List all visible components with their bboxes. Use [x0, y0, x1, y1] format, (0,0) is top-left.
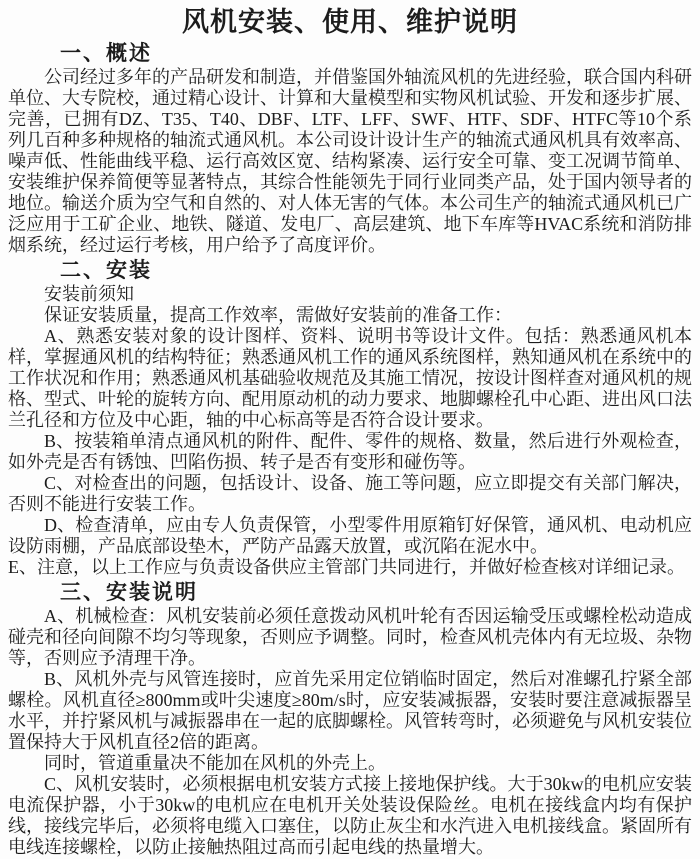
paragraph: B、按装箱单清点通风机的附件、配件、零件的规格、数量，然后进行外观检查，如外壳是否有锈蚀、凹陷伤损、转子是否有变形和碰伤等。 — [8, 431, 692, 472]
paragraph: 公司经过多年的产品研发和制造，并借鉴国外轴流风机的先进经验，联合国内科研单位、大专院校，通过精心设计、计算和大量模型和实物风机试验、开发和逐步扩展、完善，已拥有DZ、T35、T40、DBF、LTF、LFF、SWF、HTF、SDF、HTFC等10个系列几百种多种规格的轴流式通风机。本公司设计设计生产的轴流式通风机具有效率高、噪声低、性能曲线平稳、运行高效区宽、结构紧凑、运行安全可靠、变工况调节简单、安装维护保养简便等显著特点，其综合性能领先于同行业同类产品，处于国内领导者的地位。输送介质为空气和自然的、对人体无害的气体。本公司生产的轴流式通风机已广泛应用于工矿企业、地铁、隧道、发电厂、高层建筑、地下车库等HVAC系统和消防排烟系统，经过运行考核，用户给予了高度评价。 — [8, 67, 692, 255]
paragraph: E、注意，以上工作应与负责设备供应主管部门共同进行，并做好检查核对详细记录。 — [8, 557, 685, 577]
paragraph: B、风机外壳与风管连接时，应首先采用定位销临时固定，然后对准螺孔拧紧全部螺栓。风机直径≥800mm或叶尖速度≥80m/s时，应安装减振器，安装时要注意减振器呈水平，并拧紧风机与减振器串在一起的底脚螺栓。风管转弯时，必须避免与风机安装位置保持大于风机直径2倍的距离。 — [8, 669, 692, 752]
paragraph: 安装前须知 — [44, 284, 134, 304]
section-heading: 三、安装说明 — [60, 581, 198, 604]
document-title: 风机安装、使用、维护说明 — [182, 7, 518, 37]
paragraph: A、熟悉安装对象的设计图样、资料、说明书等设计文件。包括：熟悉通风机本样，掌握通风机的结构特征；熟悉通风机工作的通风系统图样，熟知通风机在系统中的工作状况和作用；熟悉通风机基础验收规范及其施工情况，按设计图样查对通风机的规格、型式、叶轮的旋转方向、配用原动机的动力要求、地脚螺栓孔中心距、进出风口法兰孔径和方位及中心距，轴的中心标高等是否符合设计要求。 — [8, 326, 692, 430]
document-body — [8, 41, 692, 858]
paragraph: C、风机安装时，必须根据电机安装方式接上接地保护线。大于30kw的电机应安装电流保护器，小于30kw的电机应在电机开关处装设保险丝。电机在接线盒内均有保护线，接线完毕后，必须将电缆入口塞住，以防止灰尘和水汽进入电机接线盒。紧固所有电线连接螺栓，以防止接触热阻过高而引起电线的热量增大。 — [8, 774, 692, 857]
paragraph: D、检查清单，应由专人负责保管，小型零件用原箱钉好保管，通风机、电动机应设防雨棚，产品底部设垫木，严防产品露天放置，或沉陷在泥水中。 — [8, 515, 692, 556]
paragraph: A、机械检查：风机安装前必须任意拨动风机叶轮有否因运输受压或螺栓松动造成碰壳和径向间隙不均匀等现象，否则应予调整。同时，检查风机壳体内有无垃圾、杂物等，否则应予清理干净。 — [8, 606, 692, 668]
paragraph: 同时，管道重量决不能加在风机的外壳上。 — [44, 753, 386, 773]
paragraph: C、对检查出的问题，包括设计、设备、施工等问题，应立即提交有关部门解决，否则不能进行安装工作。 — [8, 473, 692, 514]
paragraph: 保证安装质量，提高工作效率，需做好安装前的准备工作： — [44, 305, 512, 325]
section-heading: 二、安装 — [60, 259, 152, 282]
section-heading: 一、概述 — [60, 42, 152, 65]
